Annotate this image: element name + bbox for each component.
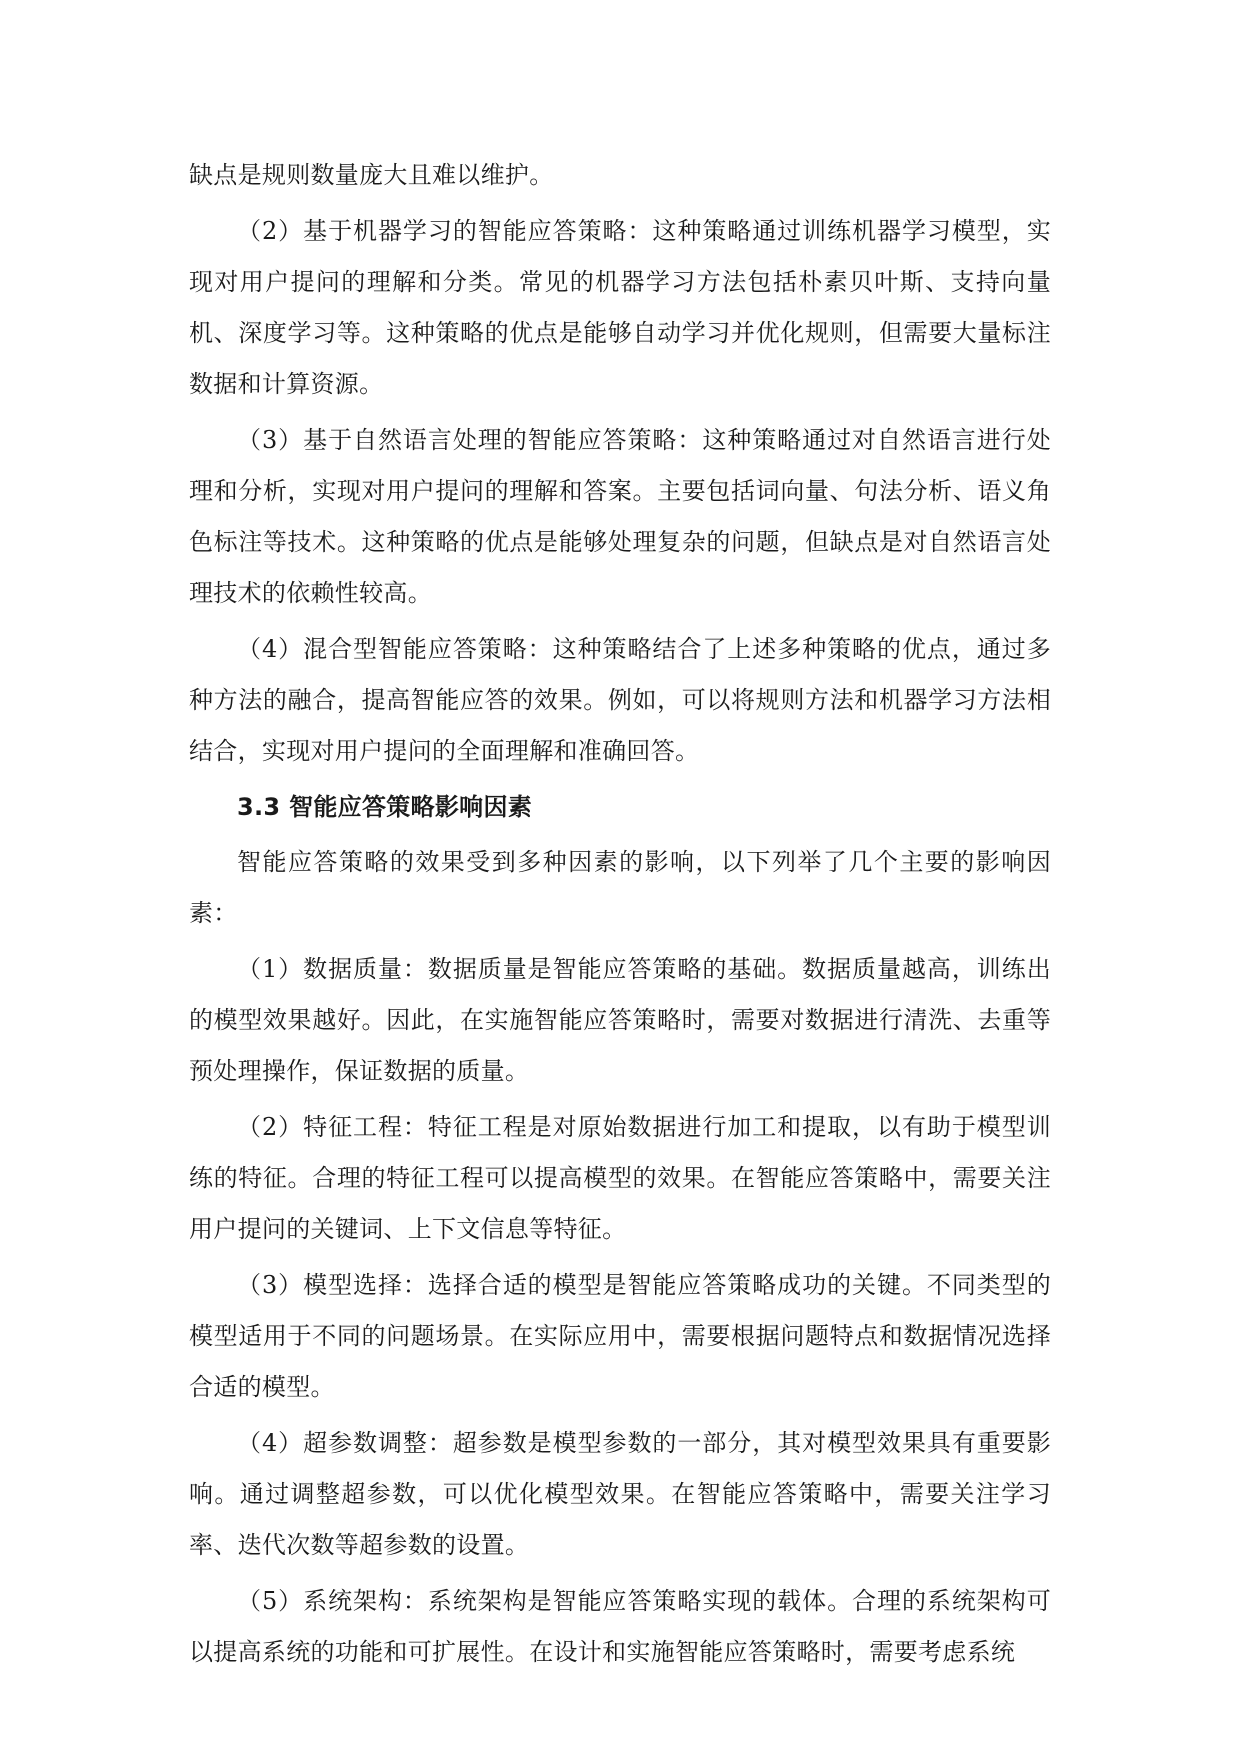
section-heading: 3.3 智能应答策略影响因素 bbox=[237, 793, 533, 821]
page-body bbox=[189, 150, 1051, 1683]
paragraph-model-selection: （3）模型选择：选择合适的模型是智能应答策略成功的关键。不同类型的模型适用于不同的问题场景。在实际应用中，需要根据问题特点和数据情况选择合适的模型。 bbox=[189, 1271, 1051, 1401]
paragraph-feature-engineering: （2）特征工程：特征工程是对原始数据进行加工和提取，以有助于模型训练的特征。合理的特征工程可以提高模型的效果。在智能应答策略中，需要关注用户提问的关键词、上下文信息等特征。 bbox=[189, 1113, 1051, 1243]
paragraph-nlp-strategy: （3）基于自然语言处理的智能应答策略：这种策略通过对自然语言进行处理和分析，实现对用户提问的理解和答案。主要包括词向量、句法分析、语义角色标注等技术。这种策略的优点是能够处理复杂的问题，但缺点是对自然语言处理技术的依赖性较高。 bbox=[189, 426, 1051, 607]
paragraph-continued: 缺点是规则数量庞大且难以维护。 bbox=[189, 161, 554, 189]
paragraph-system-architecture: （5）系统架构：系统架构是智能应答策略实现的载体。合理的系统架构可以提高系统的功能和可扩展性。在设计和实施智能应答策略时，需要考虑系统 bbox=[189, 1587, 1051, 1666]
paragraph-hybrid-strategy: （4）混合型智能应答策略：这种策略结合了上述多种策略的优点，通过多种方法的融合，提高智能应答的效果。例如，可以将规则方法和机器学习方法相结合，实现对用户提问的全面理解和准确回答。 bbox=[189, 635, 1051, 765]
paragraph-data-quality: （1）数据质量：数据质量是智能应答策略的基础。数据质量越高，训练出的模型效果越好。因此，在实施智能应答策略时，需要对数据进行清洗、去重等预处理操作，保证数据的质量。 bbox=[189, 955, 1051, 1085]
paragraph-factors-intro: 智能应答策略的效果受到多种因素的影响，以下列举了几个主要的影响因素： bbox=[189, 848, 1051, 927]
paragraph-hyperparameter-tuning: （4）超参数调整：超参数是模型参数的一部分，其对模型效果具有重要影响。通过调整超参数，可以优化模型效果。在智能应答策略中，需要关注学习率、迭代次数等超参数的设置。 bbox=[189, 1429, 1051, 1559]
paragraph-ml-strategy: （2）基于机器学习的智能应答策略：这种策略通过训练机器学习模型，实现对用户提问的理解和分类。常见的机器学习方法包括朴素贝叶斯、支持向量机、深度学习等。这种策略的优点是能够自动学习并优化规则，但需要大量标注数据和计算资源。 bbox=[189, 217, 1051, 398]
